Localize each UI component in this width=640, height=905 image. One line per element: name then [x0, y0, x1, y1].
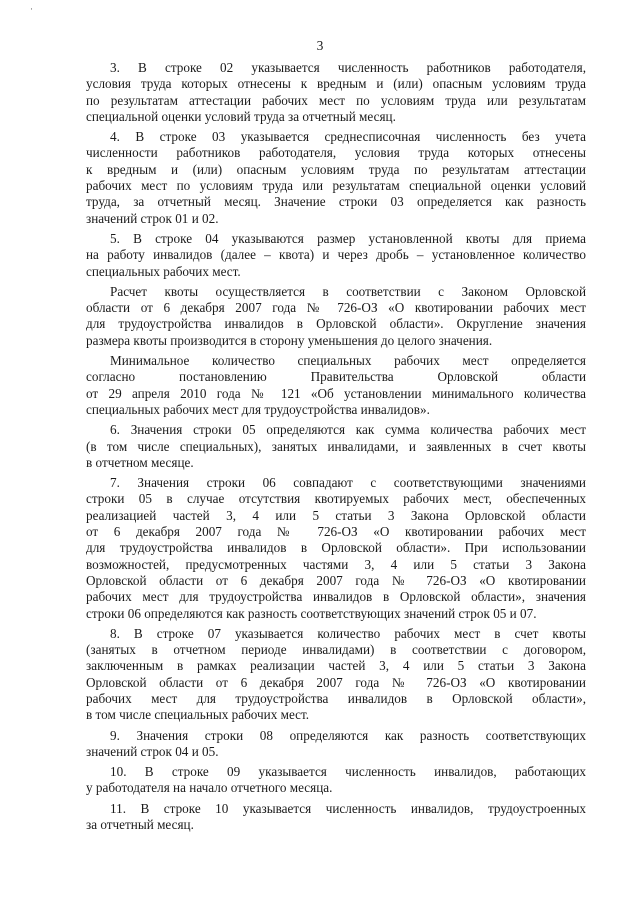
text-line: на работу инвалидов (далее – квота) и через дробь – установленное количество — [86, 247, 586, 263]
text-line: для трудоустройства инвалидов в Орловской области». При использовании — [86, 540, 586, 556]
text-line: 7. Значения строки 06 совпадают с соответствующими значениями — [110, 475, 586, 491]
text-line: специальных рабочих мест для трудоустройства инвалидов». — [86, 401, 430, 417]
text-line: строки 05 в случае отсутствия квотируемых рабочих мест, обеспеченных — [86, 491, 586, 507]
scan-mark: · — [30, 4, 33, 14]
text-line: реализацией частей 3, 4 или 5 статьи 3 Закона Орловской области — [86, 507, 586, 523]
text-line: значений строк 04 и 05. — [86, 743, 219, 759]
text-line: для трудоустройства инвалидов в Орловской области». Округление значения — [86, 316, 586, 332]
text-line: согласно постановлению Правительства Орловской области — [86, 369, 586, 385]
paragraph — [86, 231, 586, 280]
text-line: специальной оценки условий труда за отчетный месяц. — [86, 108, 396, 124]
paragraph — [86, 626, 586, 724]
text-line: к вредным и (или) опасным условиям труда по результатам аттестации — [86, 161, 586, 177]
text-line: от 6 декабря 2007 года № 726-ОЗ «О квотировании рабочих мест — [86, 524, 586, 540]
text-line: у работодателя на начало отчетного месяца. — [86, 780, 333, 796]
paragraph — [86, 284, 586, 349]
text-line: рабочих мест для трудоустройства инвалидов в Орловской области», — [86, 690, 586, 706]
text-line: Орловской области от 6 декабря 2007 года № 726-ОЗ «О квотировании — [86, 572, 586, 588]
text-line: заключенным в рамках реализации частей 3, 4 или 5 статьи 3 Закона — [86, 658, 586, 674]
paragraph — [86, 353, 586, 418]
text-line: от 29 апреля 2010 года № 121 «Об установлении минимального количества — [86, 385, 586, 401]
text-line: 5. В строке 04 указываются размер установленной квоты для приема — [110, 230, 586, 246]
text-line: 9. Значения строки 08 определяются как разность соответствующих — [110, 727, 586, 743]
document-body — [86, 60, 586, 837]
paragraph — [86, 764, 586, 797]
text-line: 11. В строке 10 указывается численность инвалидов, трудоустроенных — [110, 800, 586, 816]
text-line: в отчетном месяце. — [86, 454, 194, 470]
paragraph — [86, 475, 586, 622]
paragraph — [86, 422, 586, 471]
text-line: значений строк 01 и 02. — [86, 210, 219, 226]
paragraph — [86, 801, 586, 834]
text-line: по результатам аттестации рабочих мест по условиям труда или результатам — [86, 92, 586, 108]
text-line: за отчетный месяц. — [86, 817, 194, 833]
text-line: (занятых в отчетном периоде инвалидами) в соответствии с договором, — [86, 642, 586, 658]
text-line: (в том числе специальных), занятых инвалидами, и заявленных в счет квоты — [86, 438, 586, 454]
paragraph — [86, 60, 586, 125]
text-line: условия труда которых отнесены к вредным и (или) опасным условиям труда — [86, 76, 586, 92]
text-line: 10. В строке 09 указывается численность инвалидов, работающих — [110, 764, 586, 780]
text-line: 8. В строке 07 указывается количество рабочих мест в счет квоты — [110, 625, 586, 641]
paragraph — [86, 129, 586, 227]
text-line: рабочих мест по условиям труда или результатам специальной оценки условий — [86, 178, 586, 194]
text-line: строки 06 определяются как разность соответствующих значений строк 05 и 07. — [86, 605, 537, 621]
text-line: 4. В строке 03 указывается среднесписочная численность без учета — [110, 129, 586, 145]
text-line: 6. Значения строки 05 определяются как сумма количества рабочих мест — [110, 422, 586, 438]
text-line: области от 6 декабря 2007 года № 726-ОЗ «О квотировании рабочих мест — [86, 300, 586, 316]
text-line: Орловской области от 6 декабря 2007 года № 726-ОЗ «О квотировании — [86, 674, 586, 690]
text-line: в том числе специальных рабочих мест. — [86, 707, 310, 723]
text-line: Расчет квоты осуществляется в соответствии с Законом Орловской — [110, 283, 586, 299]
text-line: 3. В строке 02 указывается численность работников работодателя, — [110, 60, 586, 75]
text-line: численности работников работодателя, условия труда которых отнесены — [86, 145, 586, 161]
page-number: 3 — [316, 38, 324, 53]
text-line: возможностей, предусмотренных частями 3, 4 или 5 статьи 3 Закона — [86, 556, 586, 572]
text-line: специальных рабочих мест. — [86, 263, 241, 279]
text-line: Минимальное количество специальных рабочих мест определяется — [110, 353, 586, 369]
text-line: размера квоты производится в сторону уменьшения до целого значения. — [86, 332, 493, 348]
text-line: рабочих мест для трудоустройства инвалидов в Орловской области», значения — [86, 589, 586, 605]
text-line: труда, за отчетный месяц. Значение строки 03 определяется как разность — [86, 194, 586, 210]
paragraph — [86, 728, 586, 761]
